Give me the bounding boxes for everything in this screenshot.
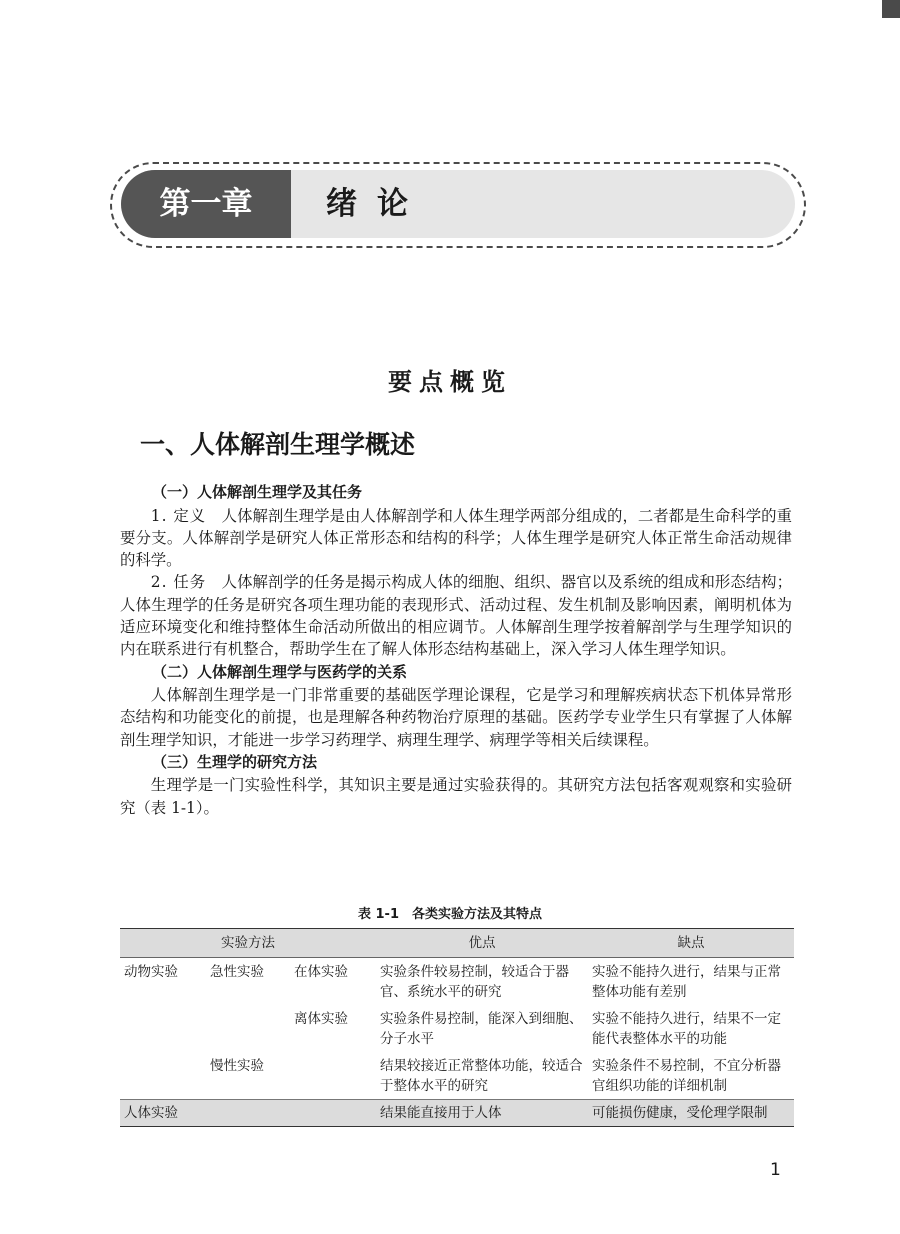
table-cell: 实验不能持久进行，结果不一定能代表整体水平的功能	[592, 1011, 781, 1047]
table-cell: 急性实验	[210, 964, 264, 980]
section-heading: 一、人体解剖生理学概述	[140, 430, 416, 459]
table-cell	[290, 1100, 376, 1127]
task-text: 人体解剖学的任务是揭示构成人体的细胞、组织、器官以及系统的组成和形态结构；人体生理学的任务是研究各项生理功能的表现形式、活动过程、发生机制及影响因素，阐明机体为适应环境变化和维持整体生命活动所做出的相应调节。人体解剖生理学按着解剖学与生理学知识的内在联系进行有机整合，帮助学生在了解人体形态结构基础上，深入学习人体生理学知识。	[120, 573, 792, 659]
chapter-title: 绪论	[326, 186, 428, 222]
definition-text: 人体解剖生理学是由人体解剖学和人体生理学两部分组成的，二者都是生命科学的重要分支。人体解剖学是研究人体正常形态和结构的科学；人体生理学是研究人体正常生命活动规律的科学。	[120, 506, 792, 570]
header-cons: 缺点	[588, 929, 794, 958]
table-row	[120, 1052, 794, 1100]
table-cell	[206, 1005, 290, 1052]
table-caption: 表 1-1 各类实验方法及其特点	[357, 907, 542, 922]
table-cell	[120, 1005, 206, 1052]
definition-paragraph	[120, 505, 792, 572]
header-method: 实验方法	[120, 929, 376, 958]
table-row	[120, 958, 794, 1006]
table-row	[120, 1100, 794, 1127]
table-cell	[206, 1100, 290, 1127]
table-cell: 实验不能持久进行，结果与正常整体功能有差别	[592, 964, 781, 1000]
table-row	[120, 1005, 794, 1052]
methods-paragraph: 生理学是一门实验性科学，其知识主要是通过实验获得的。其研究方法包括客观观察和实验研究（表 1-1）。	[120, 776, 792, 817]
table-cell: 慢性实验	[210, 1058, 264, 1074]
header-pros: 优点	[376, 929, 588, 958]
table-cell: 人体实验	[120, 1100, 206, 1127]
subsection-3-heading: （三）生理学的研究方法	[152, 752, 318, 771]
chapter-label: 第一章	[121, 170, 291, 238]
table-header-row	[120, 929, 794, 958]
table-cell: 实验条件不易控制，不宜分析器官组织功能的详细机制	[592, 1058, 781, 1094]
table-cell	[120, 1052, 206, 1100]
table-cell: 结果较接近正常整体功能，较适合于整体水平的研究	[380, 1058, 583, 1094]
table-cell: 可能损伤健康，受伦理学限制	[588, 1100, 794, 1127]
task-paragraph	[120, 571, 792, 660]
section-body	[120, 481, 792, 819]
methods-table	[120, 928, 794, 1127]
subsection-1-heading: （一）人体解剖生理学及其任务	[152, 483, 363, 501]
subsection-2-heading: （二）人体解剖生理学与医药学的关系	[152, 662, 408, 681]
table-cell: 实验条件较易控制，较适合于器官、系统水平的研究	[380, 964, 569, 1000]
relation-paragraph: 人体解剖生理学是一门非常重要的基础医学理论课程，它是学习和理解疾病状态下机体异常形态结构和功能变化的前提，也是理解各种药物治疗原理的基础。医药学专业学生只有掌握了人体解剖生理学知识，才能进一步学习药理学、病理生理学、病理学等相关后续课程。	[120, 686, 792, 749]
chapter-banner	[121, 170, 795, 238]
table-cell: 离体实验	[294, 1011, 348, 1027]
summary-title: 要点概览	[388, 368, 512, 396]
task-lead: 2. 任务	[150, 573, 207, 592]
table-cell: 实验条件易控制，能深入到细胞、分子水平	[380, 1011, 583, 1047]
corner-mark	[882, 0, 900, 18]
table-cell: 在体实验	[294, 964, 348, 980]
page-number: 1	[770, 1160, 781, 1180]
table-cell: 结果能直接用于人体	[376, 1100, 588, 1127]
table-cell	[290, 1052, 376, 1100]
definition-lead: 1. 定义	[150, 506, 207, 525]
table-cell: 动物实验	[124, 964, 178, 980]
